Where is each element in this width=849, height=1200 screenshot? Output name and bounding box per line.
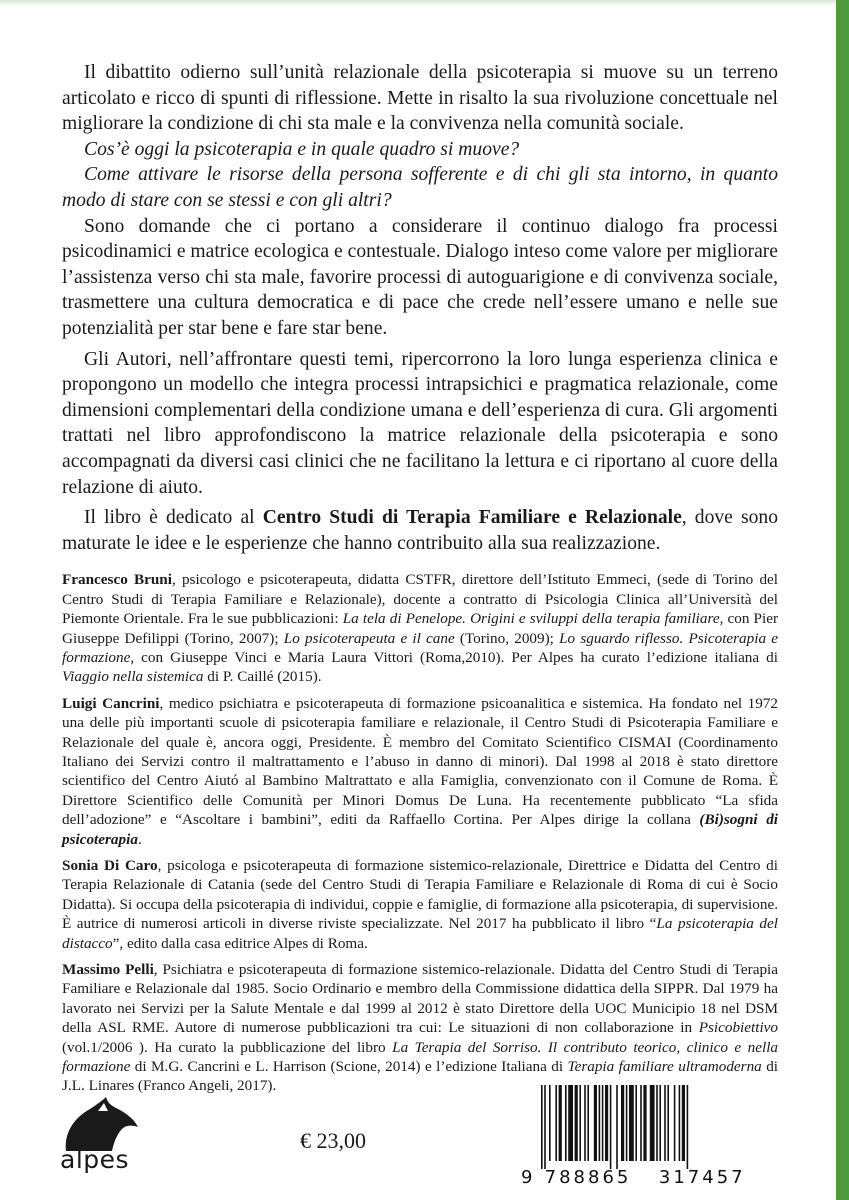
barcode-bar: [544, 1085, 546, 1169]
barcode-bar: [682, 1085, 685, 1161]
bio-text: , con Giuseppe Vinci e Maria Laura Vittori (Roma,2010). Per Alpes ha curato l’edizione italiana di: [130, 648, 778, 666]
bio-cancrini: [62, 694, 778, 849]
author-name: Sonia Di Caro: [62, 856, 158, 874]
barcode-bar: [659, 1085, 661, 1161]
bio-text: di J.L. Linares (Franco Angeli, 2017).: [62, 1058, 779, 1095]
barcode-bar: [602, 1085, 604, 1161]
barcode-bar: [568, 1085, 573, 1161]
journal-title: Psicobiettivo: [698, 1019, 778, 1037]
dedication-centre-name: Centro Studi di Terapia Familiare e Relazionale: [262, 507, 682, 529]
bio-text: di P. Caillé (2015).: [203, 668, 322, 686]
green-spine-bar: [836, 0, 849, 1200]
intro-paragraph-2: Sono domande che ci portano a considerare il continuo dialogo fra processi psicodinamici e matrice ecologica e contestuale. Dialogo inteso come valore per migliorare l’assistenza verso chi sta male, favorire processi di autoguarigione e di convivenza sociale, trasmettere una cultura democratica e di pace che crede nell’essere umano e nelle sue potenzialità per star bene e fare star bene.: [62, 215, 778, 339]
barcode-bar: [594, 1085, 597, 1161]
isbn-barcode: [513, 1079, 767, 1200]
question-2: Come attivare le risorse della persona sofferente e di chi gli sta intorno, in quanto modo di stare con se stessi e con gli altri?: [62, 164, 778, 211]
dedication-text-start: Il libro è dedicato al: [84, 507, 263, 529]
barcode-bar: [656, 1085, 658, 1161]
barcode-digits-group-2: 317457: [658, 1167, 746, 1188]
barcode-bar: [555, 1085, 557, 1161]
barcode-bar: [605, 1085, 608, 1161]
book-title: Lo sguardo riflesso. Psicoterapia e formazione: [62, 629, 778, 666]
barcode-bar: [629, 1085, 634, 1161]
price: € 23,00: [300, 1128, 366, 1153]
barcode-bar: [616, 1085, 618, 1169]
bio-text: , medico psichiatra e psicoterapeuta di formazione psicoanalitica e sistemica. Ha fondato nel 1972 una delle più importanti scuole di psicoterapia familiare e relazionale, il Centro Studi di Psicoterapia Familiare e Relazionale del quale è, ancora oggi, Presidente. È membro del Comitato Scientifico CISMAI (Coordinamento Italiano dei Servizi contro il maltrattamento e l’abuso in danno di minori). Dal 1998 al 2018 è stato direttore scientifico del Centro Aiutó al Bambino Maltrattato e alla Famiglia, convenzionato con il Comune de Roma. È Direttore Scientifico delle Comunità per Minori Domus De Luna. Ha recentemente pubblicato “La sfida dell’adozione” e “Ascoltare i bambini”, editi da Raffaello Cortina. Per Alpes dirige la collana: [62, 694, 778, 829]
barcode-bar: [610, 1085, 612, 1169]
bio-pelli: [62, 960, 778, 1096]
top-edge: [0, 0, 836, 6]
barcode-digits: [521, 1167, 767, 1188]
barcode-bars: [541, 1085, 751, 1169]
barcode-bar: [579, 1085, 581, 1161]
author-name: Luigi Cancrini: [62, 694, 160, 712]
barcode-bar: [565, 1085, 567, 1161]
author-bios: [62, 570, 778, 1096]
book-title: La psicoterapia del distacco: [62, 915, 778, 952]
bio-dicaro: [62, 856, 778, 953]
bio-text: .: [137, 830, 142, 848]
barcode-bar: [621, 1085, 624, 1161]
book-title: La Terapia del Sorriso. Il contributo teorico, clinico e nella formazione: [62, 1038, 779, 1076]
book-title: La tela di Penelope. Origini e sviluppi della terapia familiare: [342, 610, 720, 628]
intro-paragraph-4: [62, 505, 778, 556]
barcode-bar: [626, 1085, 628, 1161]
barcode-bar: [559, 1085, 562, 1161]
barcode-bar: [679, 1085, 681, 1161]
bio-text: (Torino, 2009);: [454, 629, 560, 647]
barcode-bar: [584, 1085, 586, 1161]
barcode-bar: [687, 1085, 689, 1169]
barcode-bar: [650, 1085, 655, 1161]
barcode-bar: [640, 1085, 642, 1161]
intro-text: [62, 60, 778, 556]
bio-text: (vol.1/2006 ). Ha curato la pubblicazione del libro: [62, 1038, 393, 1056]
author-name: Francesco Bruni: [62, 571, 172, 589]
barcode-bar: [674, 1085, 676, 1161]
series-title: (Bi)sogni di psicoterapia: [62, 811, 779, 848]
intro-paragraph-1: Il dibattito odierno sull’unità relazionale della psicoterapia si muove su un terreno articolato e ricco di spunti di riflessione. Mette in risalto la sua rivoluzione concettuale nel migliorare la condizione di chi sta male e la convivenza nella comunità sociale.: [62, 62, 778, 135]
publisher-logo-text: alpes: [60, 1145, 130, 1174]
bio-text: di M.G. Cancrini e L. Harrison (Scione, 2014) e l’edizione Italiana di: [130, 1058, 568, 1076]
bio-bruni: [62, 570, 778, 686]
dedication-text-end: , dove sono maturate le idee e le esperienze che hanno contribuito alla sua realizzazione.: [62, 507, 778, 554]
book-title: Terapia familiare ultramoderna: [567, 1058, 762, 1076]
book-title: Lo psicoterapeuta e il cane: [283, 629, 455, 647]
barcode-digits-group-1: 788865: [544, 1167, 632, 1188]
intro-paragraph-3: Gli Autori, nell’affrontare questi temi, ripercorrono la loro lunga esperienza clinica e propongono un modello che integra processi intrapsichici e pragmatica relazionale, come dimensioni complementari della condizione umana e dell’esperienza di cura. Gli argomenti trattati nel libro approfondiscono la matrice relazionale della psicoterapia e sono accompagnati da diversi casi clinici che ne facilitano la lettura e ci riportano al cuore della relazione di aiuto.: [62, 348, 778, 498]
barcode-bar: [541, 1085, 543, 1169]
book-title: Viaggio nella sistemica: [62, 668, 204, 686]
barcode-bar: [643, 1085, 646, 1161]
author-name: Massimo Pelli: [62, 961, 154, 978]
barcode-bar: [664, 1085, 666, 1161]
bio-text: , Psichiatra e psicoterapeuta di formazione sistemico-relazionale. Didatta del Centro Studi di Terapia Familiare e Relazionale dal 1985. Socio Ordinario e membro della Commissione didattica della SIPPR. Dal 1979 ha lavorato nei Servizi per la Salute Mentale e dal 1999 al 2012 è stato Direttore della UOC Municipio 18 nel DSM della ASL RME. Autore di numerose pubblicazioni tra cui: Le situazioni di non collaborazione in: [62, 961, 779, 1037]
bio-text: , psicologa e psicoterapeuta di formazione sistemico-relazionale, Direttrice e Didatta del Centro di Terapia Relazionale di Catania (sede del Centro Studi di Terapia Familiare e Relazionale di Roma di cui è Socio Didatta). Si occupa della psicoterapia di individui, coppie e famiglie, di formazione alla psicoterapia, di supervisione. È autrice di numerosi articoli in diverse riviste specializzate. Nel 2017 ha pubblicato il libro “: [62, 856, 778, 933]
alpes-logo: [38, 1095, 158, 1190]
barcode-bar: [549, 1085, 551, 1161]
barcode-bar: [635, 1085, 637, 1161]
cover-text: [62, 60, 778, 1103]
bio-text: , con Pier Giuseppe Defilippi (Torino, 2007);: [62, 610, 779, 647]
barcode-digit-first: 9: [521, 1167, 533, 1188]
barcode-bar: [575, 1085, 578, 1161]
barcode-bar: [667, 1085, 669, 1161]
barcode-bar: [587, 1085, 589, 1161]
bio-text: , psicologo e psicoterapeuta, didatta CSTFR, direttore dell’Istituto Emmeci, (sede di Torino del Centro Studi di Terapia Familiare e Relazionale), docente a contratto di Psicologia Clinica all’Università del Piemonte Orientale. Fra le sue pubblicazioni:: [62, 571, 778, 628]
barcode-bar: [599, 1085, 601, 1161]
bio-text: ”, edito dalla casa editrice Alpes di Roma.: [112, 934, 368, 952]
question-1: Cos’è oggi la psicoterapia e in quale quadro si muove?: [84, 138, 520, 160]
